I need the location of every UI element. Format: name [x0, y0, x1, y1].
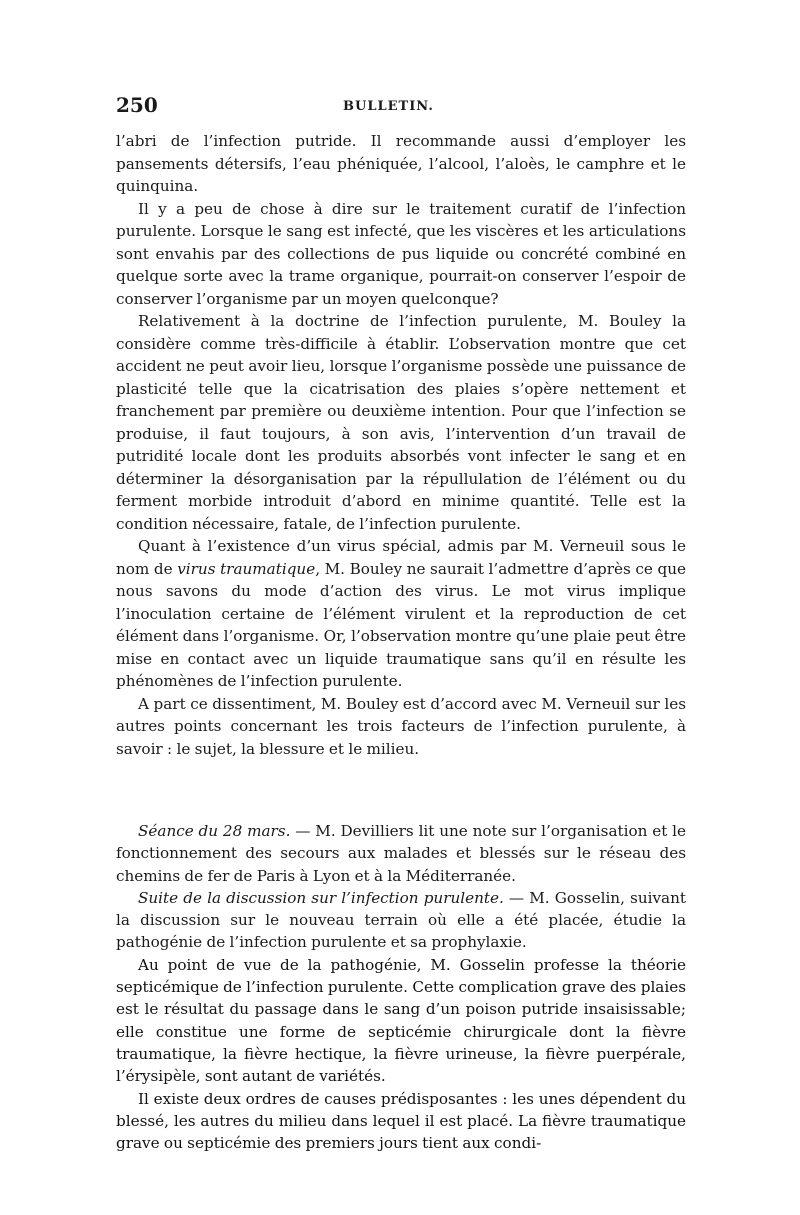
running-head: BULLETIN. — [343, 99, 434, 114]
paragraph: l’abri de l’infection putride. Il recommande aussi d’employer les pansements détersifs, l’eau phéniquée, l’alcool, l’aloès, le camphre et le quinquina. — [116, 132, 686, 195]
paragraph-text: Quant à l’existence d’un virus spécial, admis par M. Verneuil sous le nom de — [116, 537, 686, 578]
seance-label: Séance du 28 mars. — [138, 822, 291, 840]
body-text — [116, 130, 686, 760]
suite-paragraph — [116, 887, 686, 954]
seance-text: — M. Devilliers lit une note sur l’organisation et le fonctionnement des secours aux malades et blessés sur le réseau des chemins de fer de Paris à Lyon et à la Méditerranée. — [116, 822, 686, 885]
page-number: 250 — [116, 93, 158, 117]
italic-term: virus traumatique — [177, 559, 316, 578]
page-header — [116, 93, 686, 123]
paragraph-text: , M. Bouley ne saurait l’admettre d’après ce que nous savons du mode d’action des virus. Le mot virus implique l’inoculation certaine de l’élément virulent et la reproduction de cet élément dans l’organisme. Or, l’observation montre qu’une plaie peut être mise en contact avec un liquide traumatique sans qu’il en résulte les phénomènes de l’infection purulente. — [116, 559, 686, 690]
seance-paragraph — [116, 820, 686, 887]
suite-text: — M. Gosselin, suivant la discussion sur le nouveau terrain où elle a été placée, étudie la pathogénie de l’infection purulente et sa prophylaxie. — [116, 888, 686, 952]
paragraph: A part ce dissentiment, M. Bouley est d’accord avec M. Verneuil sur les autres points concernant les trois facteurs de l’infection purulente, à savoir : le sujet, la blessure et le milieu. — [116, 694, 686, 758]
paragraph — [116, 535, 686, 693]
paragraph: Au point de vue de la pathogénie, M. Gosselin professe la théorie septicémique de l’infection purulente. Cette complication grave des plaies est le résultat du passage dans le sang d’un poison putride insaisissable; elle constitue une forme de septicémie chirurgicale dont la fièvre traumatique, la fièvre hectique, la fièvre urineuse, la fièvre puerpérale, l’érysipèle, sont autant de variétés. — [116, 955, 686, 1086]
session-section — [116, 820, 686, 1154]
paragraph: Il y a peu de chose à dire sur le traitement curatif de l’infection purulente. Lorsque le sang est infecté, que les viscères et les articulations sont envahis par des collections de pus liquide ou concrété combiné en quelque sorte avec la trame organique, pourrait-on conserver l’espoir de conserver l’organisme par un moyen quelconque? — [116, 199, 686, 308]
paragraph: Il existe deux ordres de causes prédisposantes : les unes dépendent du blessé, les autres du milieu dans lequel il est placé. La fièvre traumatique grave ou septicémie des premiers jours tient aux condi- — [116, 1089, 686, 1153]
suite-label: Suite de la discussion sur l’infection purulente. — [138, 888, 504, 907]
paragraph: Relativement à la doctrine de l’infection purulente, M. Bouley la considère comme très-difficile à établir. L’observation montre que cet accident ne peut avoir lieu, lorsque l’organisme possède une puissance de plasticité telle que la cicatrisation des plaies s’opère nettement et franchement par première ou deuxième intention. Pour que l’infection se produise, il faut toujours, à son avis, l’intervention d’un travail de putridité locale dont les produits absorbés vont infecter le sang et en déterminer la désorganisation par la répullulation de l’élément ou du ferment morbide introduit d’abord en minime quantité. Telle est la condition nécessaire, fatale, de l’infection purulente. — [116, 312, 686, 533]
